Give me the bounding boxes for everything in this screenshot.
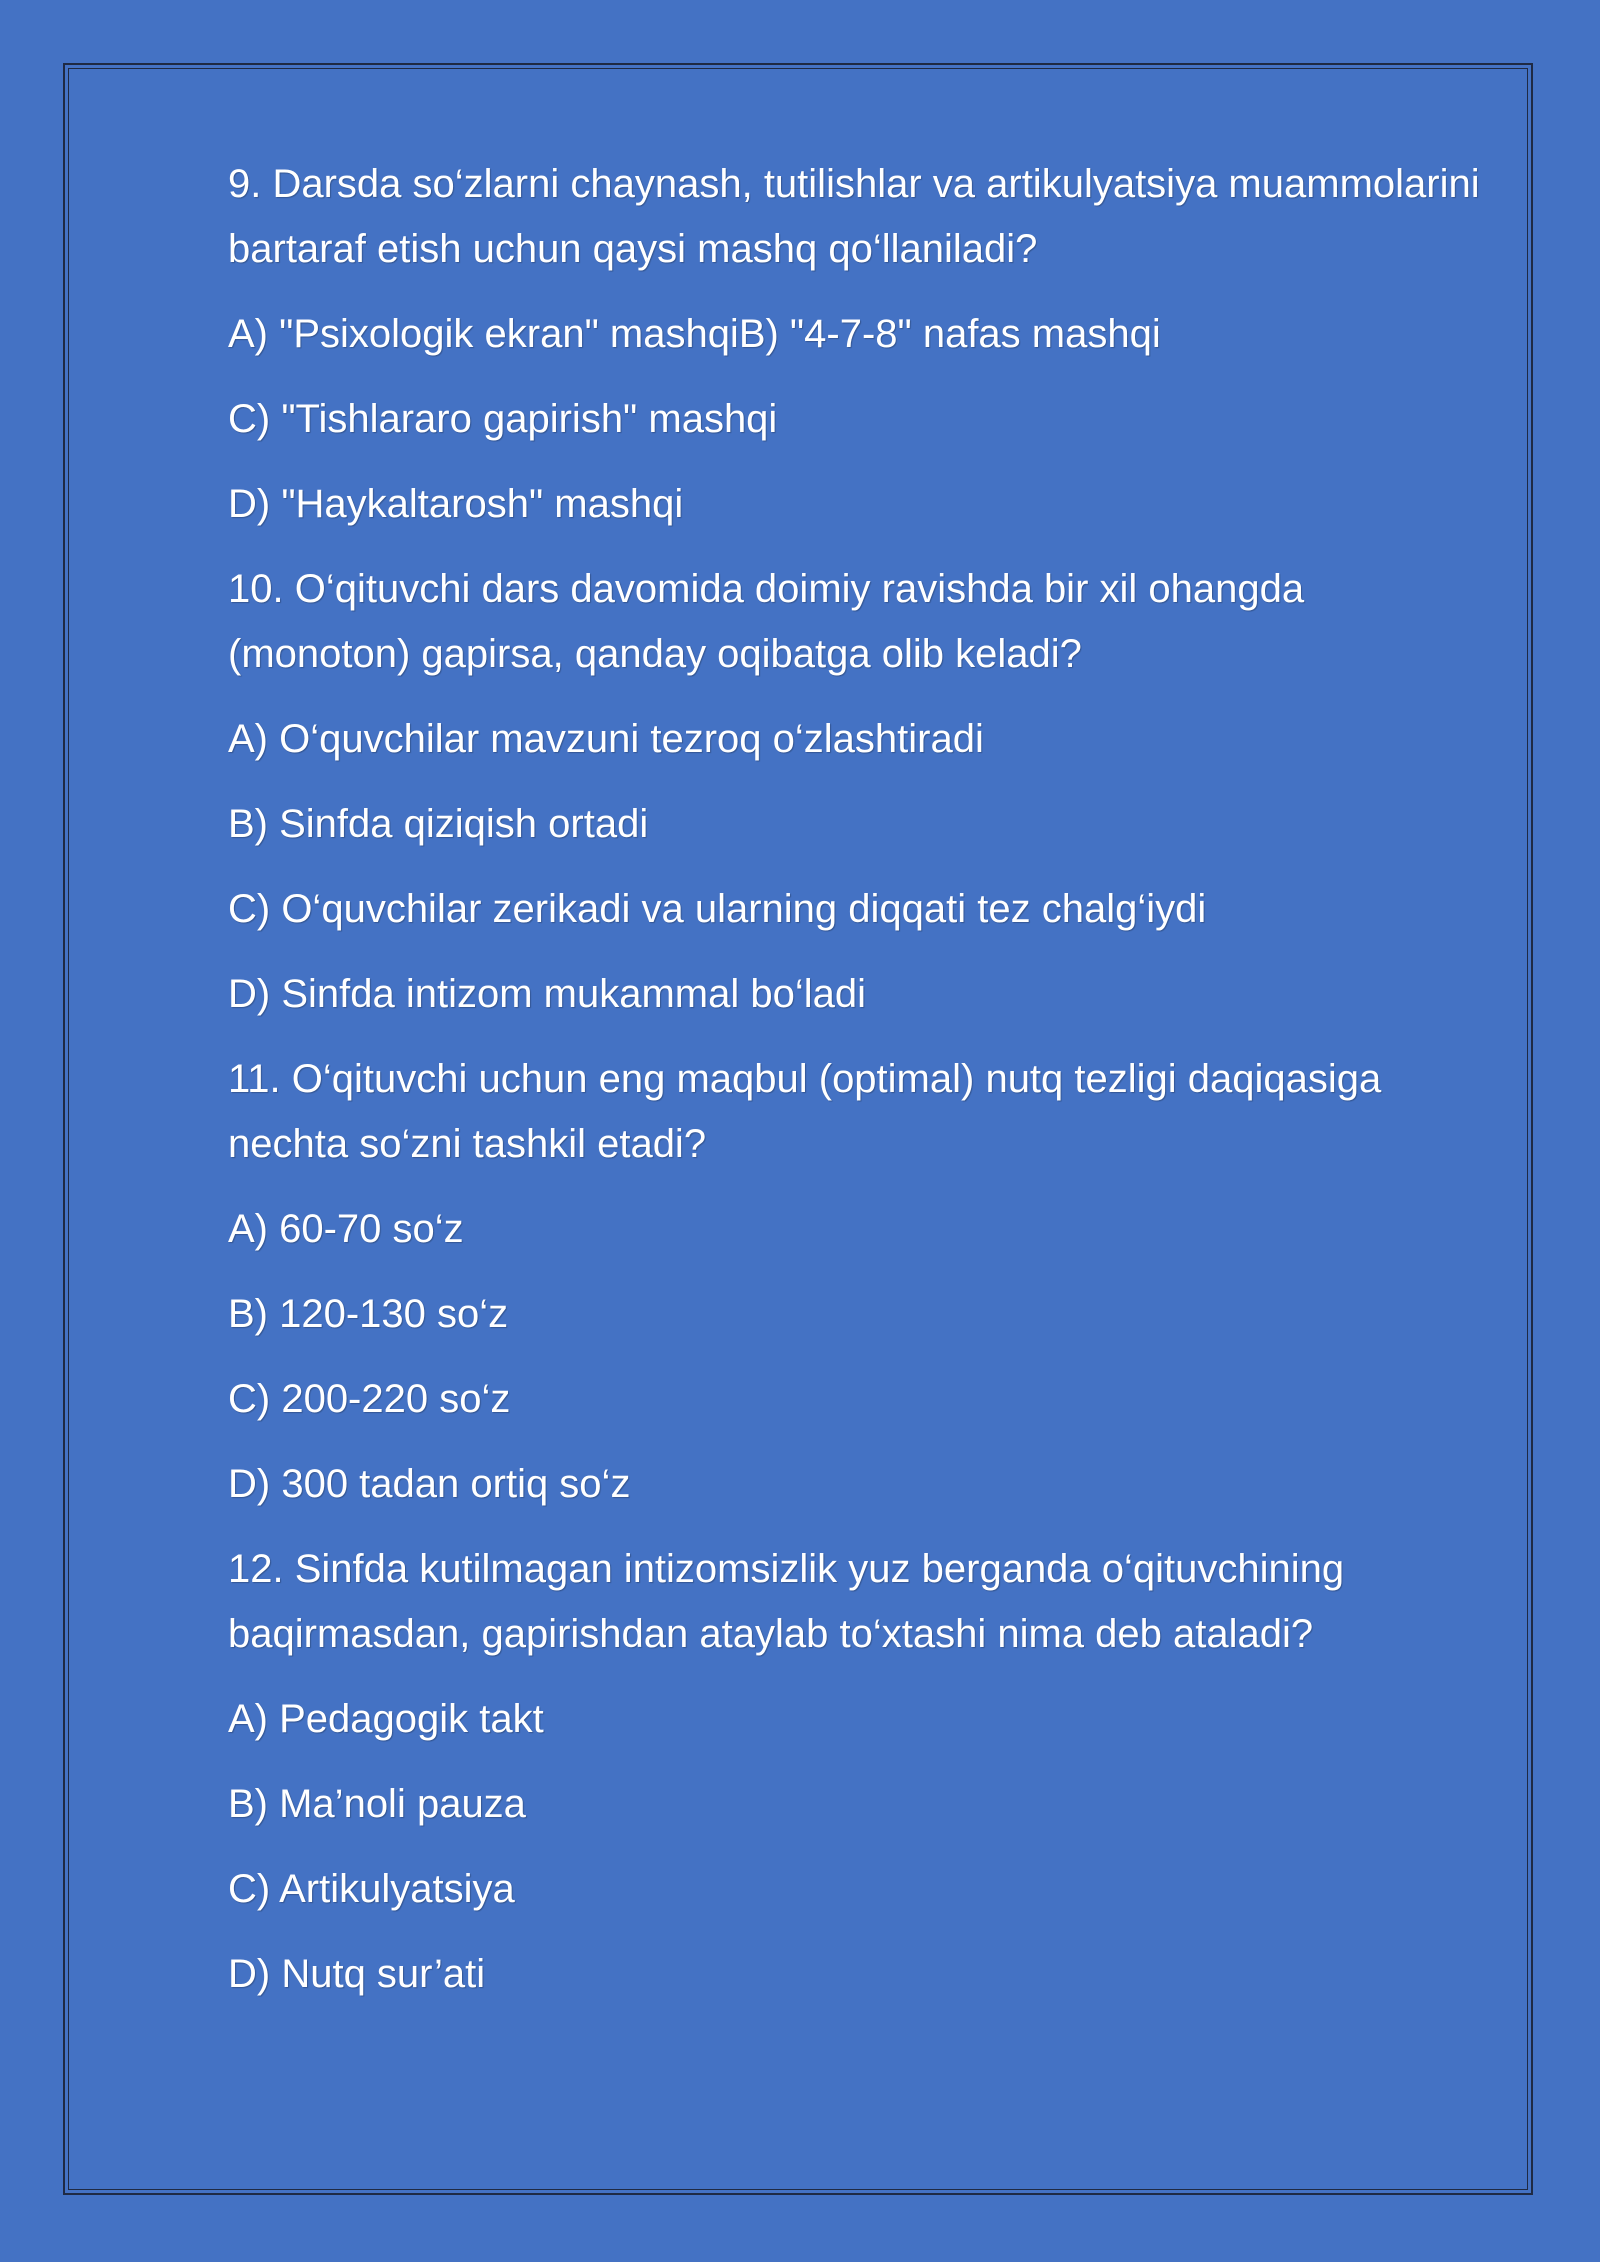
question-10 (228, 557, 1488, 1027)
question-11 (228, 1047, 1488, 1517)
answer-option: B) Sinfda qiziqish ortadi (228, 802, 649, 846)
answer-option: A) "Psixologik ekran" mashqiB) "4-7-8" nafas mashqi (228, 312, 1161, 356)
document-body (228, 152, 1488, 2027)
answer-option: A) O‘quvchilar mavzuni tezroq o‘zlashtiradi (228, 717, 984, 761)
question-text: 9. Darsda so‘zlarni chaynash, tutilishlar va artikulyatsiya muammolarini bartaraf etish uchun qaysi mashq qo‘llaniladi? (228, 162, 1480, 271)
answer-option: C) Artikulyatsiya (228, 1867, 515, 1911)
answer-option: C) 200-220 so‘z (228, 1377, 511, 1421)
answer-option: B) 120-130 so‘z (228, 1292, 509, 1336)
answer-option: D) "Haykaltarosh" mashqi (228, 482, 684, 526)
question-text: 12. Sinfda kutilmagan intizomsizlik yuz berganda o‘qituvchining baqirmasdan, gapirishdan ataylab to‘xtashi nima deb ataladi? (228, 1547, 1345, 1656)
answer-option: A) Pedagogik takt (228, 1697, 544, 1741)
answer-option: D) Nutq sur’ati (228, 1952, 486, 1996)
question-text: 11. O‘qituvchi uchun eng maqbul (optimal) nutq tezligi daqiqasiga nechta so‘zni tashkil etadi? (228, 1057, 1382, 1166)
answer-option: A) 60-70 so‘z (228, 1207, 464, 1251)
answer-option: C) O‘quvchilar zerikadi va ularning diqqati tez chalg‘iydi (228, 887, 1207, 931)
answer-option: C) "Tishlararo gapirish" mashqi (228, 397, 778, 441)
question-12 (228, 1537, 1488, 2007)
answer-option: D) Sinfda intizom mukammal bo‘ladi (228, 972, 867, 1016)
answer-option: B) Ma’noli pauza (228, 1782, 526, 1826)
answer-option: D) 300 tadan ortiq so‘z (228, 1462, 631, 1506)
question-9 (228, 152, 1488, 537)
question-text: 10. O‘qituvchi dars davomida doimiy ravishda bir xil ohangda (monoton) gapirsa, qanday oqibatga olib keladi? (228, 567, 1305, 676)
